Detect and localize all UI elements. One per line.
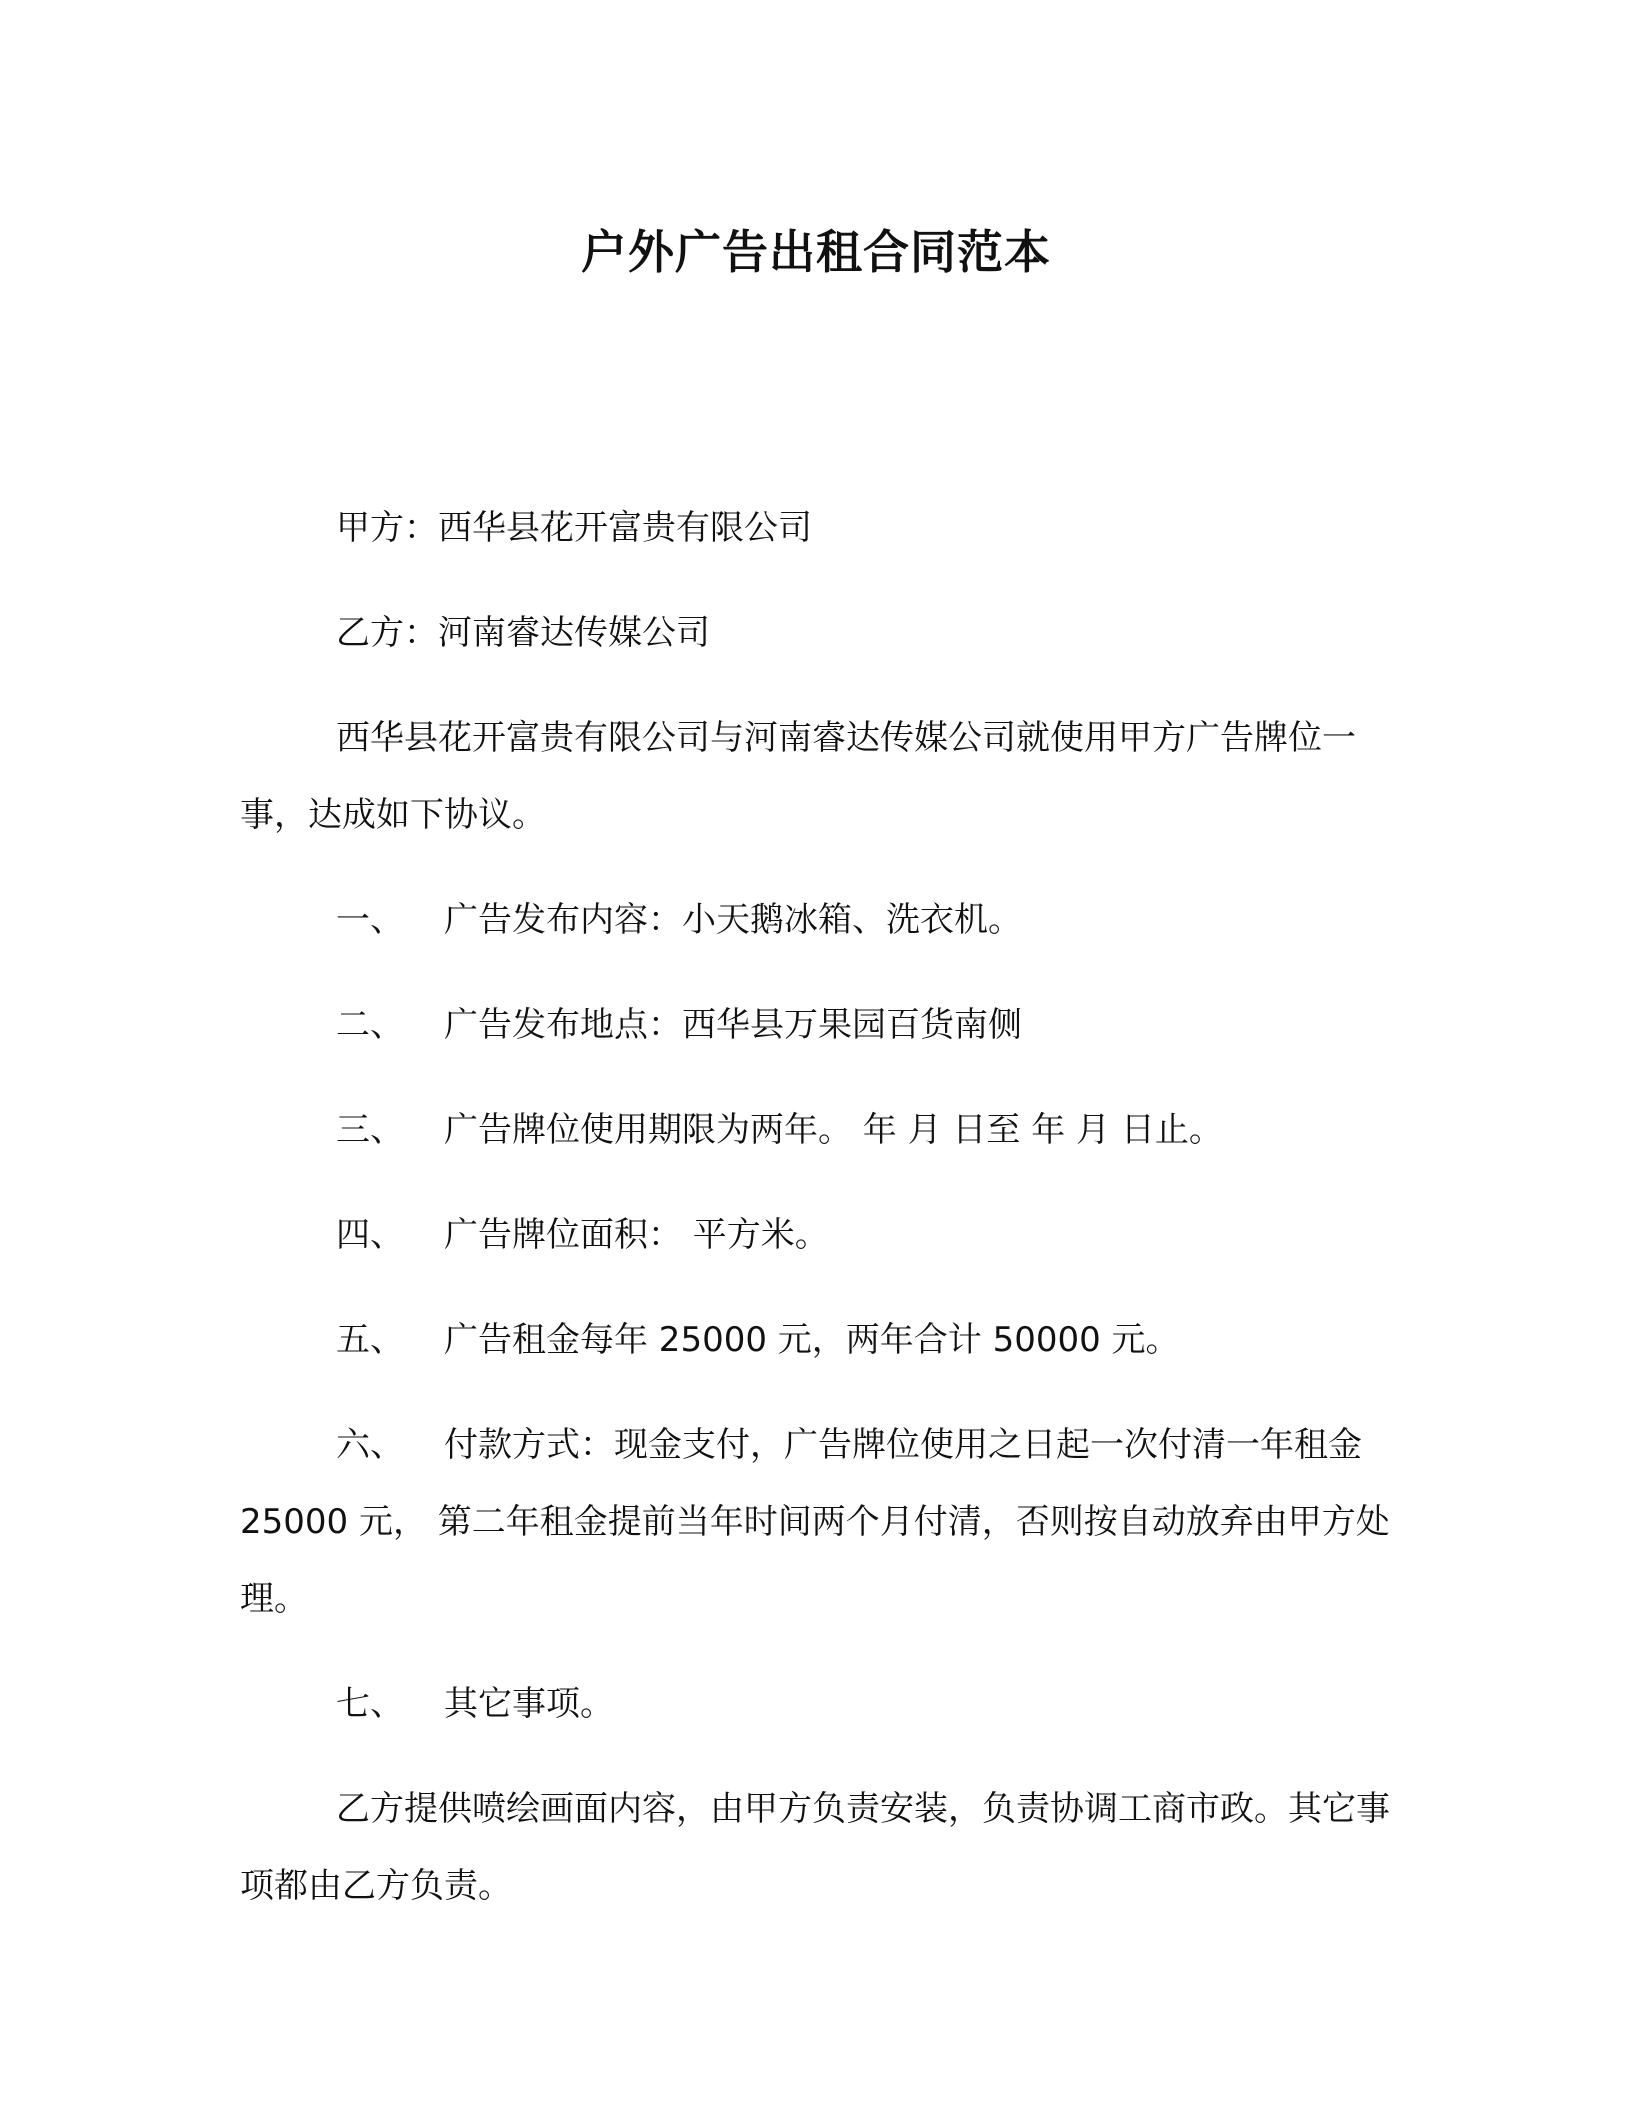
clause-3	[240, 1092, 1390, 1169]
clause-2	[240, 987, 1390, 1064]
party-b: 乙方：河南睿达传媒公司	[336, 613, 710, 653]
clause-7	[240, 1666, 1390, 1743]
clause-4	[240, 1197, 1390, 1274]
clause-number: 七、	[336, 1684, 404, 1724]
clause-6	[240, 1407, 1390, 1638]
closing-paragraph: 乙方提供喷绘画面内容，由甲方负责安装，负责协调工商市政。其它事项都由乙方负责。	[240, 1789, 1390, 1906]
clause-text: 其它事项。	[444, 1684, 614, 1724]
document-title: 户外广告出租合同范本	[581, 225, 1051, 279]
clause-text: 广告发布内容：小天鹅冰箱、洗衣机。	[444, 900, 1022, 940]
clause-number: 三、	[336, 1110, 404, 1150]
clause-text: 广告牌位使用期限为两年。 年 月 日至 年 月 日止。	[444, 1110, 1223, 1150]
intro-paragraph: 西华县花开富贵有限公司与河南睿达传媒公司就使用甲方广告牌位一事，达成如下协议。	[240, 718, 1356, 835]
clause-number: 一、	[336, 900, 404, 940]
clause-number: 四、	[336, 1215, 404, 1255]
clause-1	[240, 882, 1390, 959]
clause-text: 广告牌位面积： 平方米。	[444, 1215, 829, 1255]
document-body	[240, 490, 1390, 1953]
clause-number: 六、	[336, 1425, 404, 1465]
clause-text: 广告发布地点：西华县万果园百货南侧	[444, 1005, 1022, 1045]
party-a: 甲方：西华县花开富贵有限公司	[336, 508, 812, 548]
clause-number: 二、	[336, 1005, 404, 1045]
clause-number: 五、	[336, 1320, 404, 1360]
clause-text: 付款方式：现金支付，广告牌位使用之日起一次付清一年租金 25000 元， 第二年租金提前当年时间两个月付清，否则按自动放弃由甲方处理。	[240, 1425, 1390, 1619]
clause-text: 广告租金每年 25000 元，两年合计 50000 元。	[444, 1320, 1180, 1360]
clause-5	[240, 1302, 1390, 1379]
